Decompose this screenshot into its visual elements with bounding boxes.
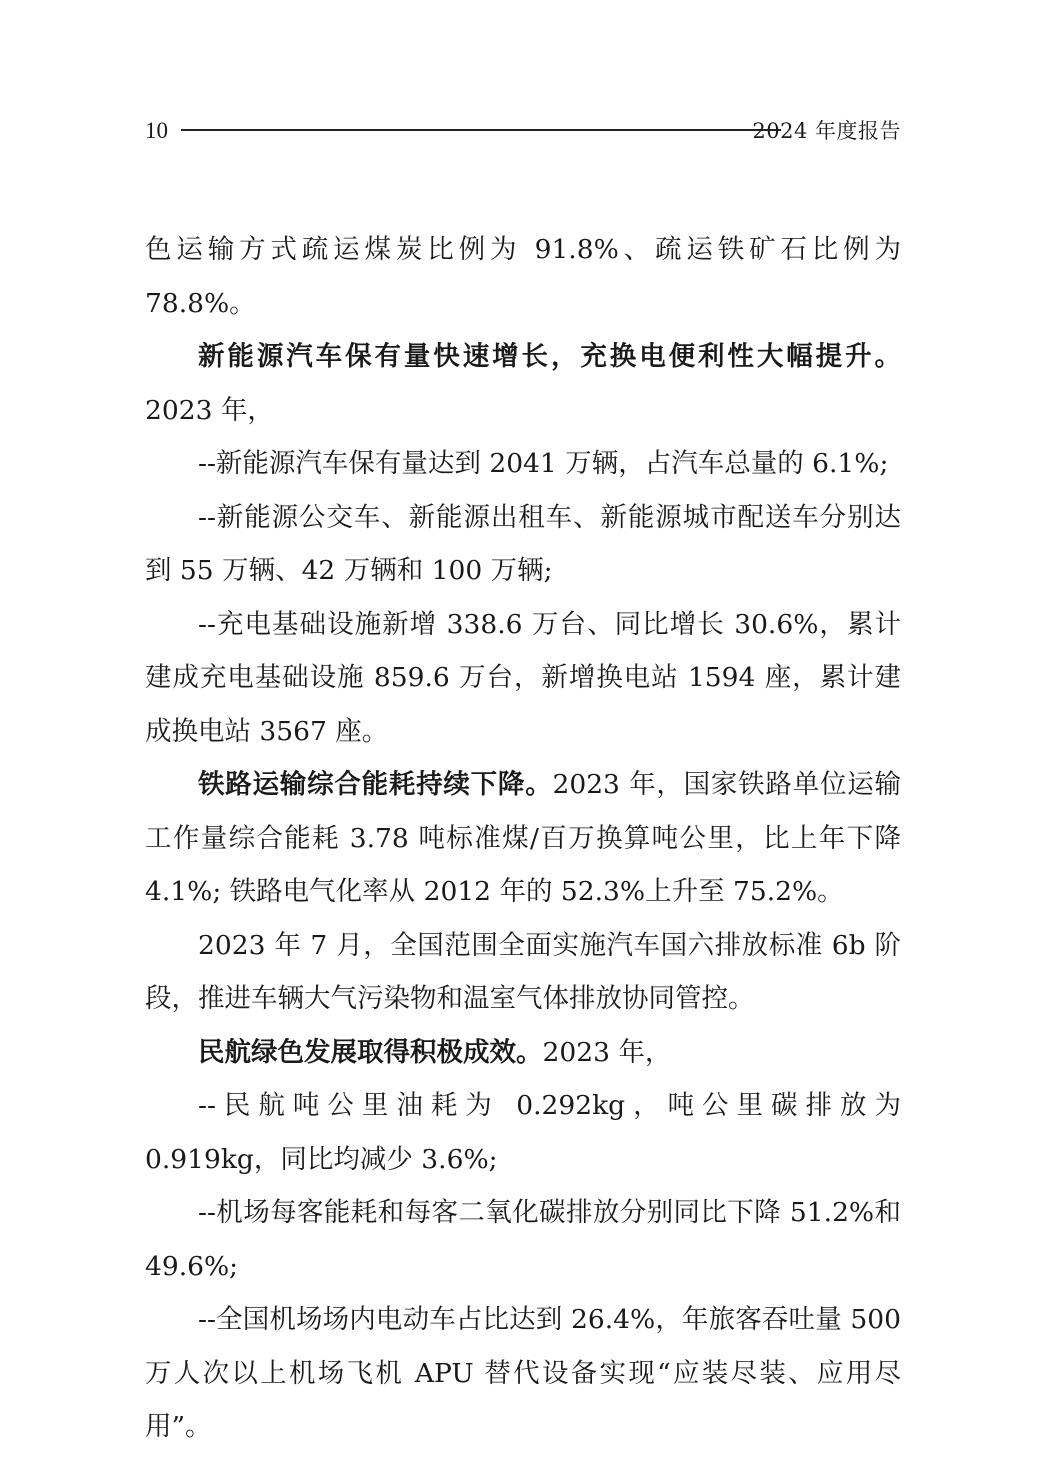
- paragraph-railway: [145, 758, 901, 919]
- section-lead-railway-rest: 2023 年，国家铁路单位运输工作量综合能耗 3.78 吨标准煤/百万换算吨公里，比上年下降 4.1%; 铁路电气化率从 2012 年的 52.3%上升至 75.2%。: [145, 769, 901, 907]
- section-lead-nev-rest: 2023 年，: [145, 394, 274, 426]
- bullet-airport-energy: --机场每客能耗和每客二氧化碳排放分别同比下降 51.2%和 49.6%;: [145, 1197, 901, 1282]
- bullet-nev-vehicle-types: --新能源公交车、新能源出租车、新能源城市配送车分别达到 55 万辆、42 万辆和 100 万辆;: [145, 501, 901, 586]
- document-body: [145, 223, 901, 1454]
- section-lead-aviation: 民航绿色发展取得积极成效。: [198, 1036, 543, 1068]
- page-number: 10: [145, 118, 168, 143]
- section-lead-nev: 新能源汽车保有量快速增长，充换电便利性大幅提升。: [198, 341, 901, 372]
- bullet-aviation-fuel: --民航吨公里油耗为 0.292kg，吨公里碳排放为 0.919kg，同比均减少 3.6%;: [145, 1090, 901, 1175]
- bullet-nev-ownership: --新能源汽车保有量达到 2041 万辆，占汽车总量的 6.1%;: [198, 448, 889, 479]
- section-lead-railway: 铁路运输综合能耗持续下降。: [198, 769, 553, 800]
- paragraph-emission-standard: 2023 年 7 月，全国范围全面实施汽车国六排放标准 6b 阶段，推进车辆大气污染物和温室气体排放协同管控。: [145, 929, 901, 1014]
- bullet-charging-infrastructure: --充电基础设施新增 338.6 万台、同比增长 30.6%，累计建成充电基础设施 859.6 万台，新增换电站 1594 座，累计建成换电站 3567 座。: [145, 608, 901, 747]
- page-header: [145, 116, 901, 146]
- paragraph-nev-heading: [145, 330, 901, 437]
- section-lead-aviation-rest: 2023 年，: [542, 1036, 672, 1068]
- paragraph-aviation-heading: [145, 1026, 901, 1080]
- bullet-airport-electric: --全国机场场内电动车占比达到 26.4%，年旅客吞吐量 500 万人次以上机场飞机 APU 替代设备实现“应装尽装、应用尽用”。: [145, 1304, 901, 1442]
- paragraph-continuation: 色运输方式疏运煤炭比例为 91.8%、疏运铁矿石比例为 78.8%。: [145, 234, 901, 319]
- header-rule: [181, 129, 781, 131]
- report-title: 2024 年度报告: [752, 119, 901, 143]
